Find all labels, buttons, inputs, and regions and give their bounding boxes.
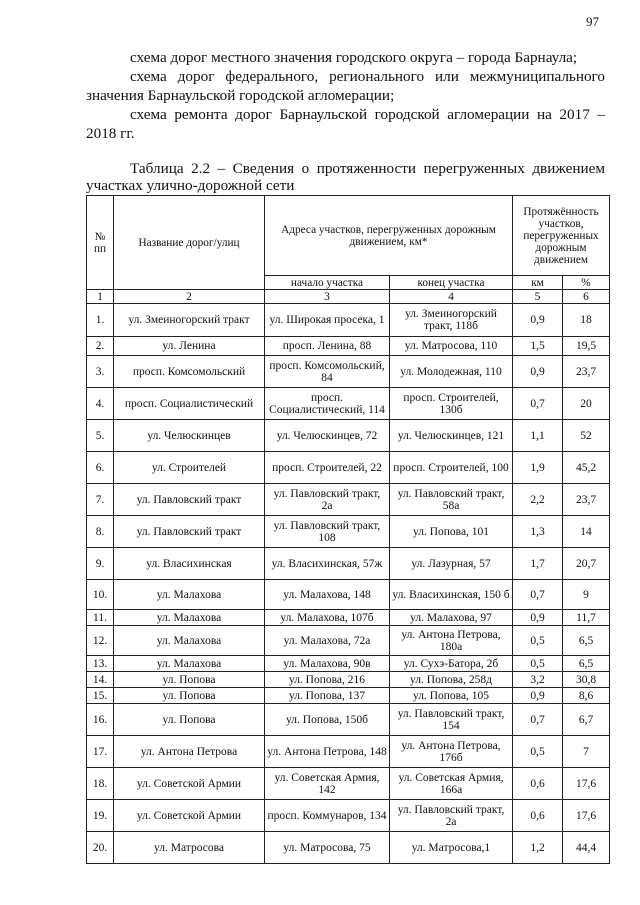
- row-number: 20.: [87, 832, 114, 864]
- section-start: ул. Попова, 216: [265, 672, 390, 688]
- section-start: просп. Комсомольский, 84: [265, 356, 390, 388]
- row-number: 18.: [87, 768, 114, 800]
- table-row: [87, 452, 610, 484]
- length-pct: 17,6: [563, 800, 610, 832]
- section-end: ул. Павловский тракт, 154: [390, 704, 513, 736]
- section-start: ул. Павловский тракт, 108: [265, 516, 390, 548]
- table-row: [87, 304, 610, 337]
- section-end: ул. Молодежная, 110: [390, 356, 513, 388]
- header-start: начало участка: [265, 276, 390, 290]
- index-cell: 5: [513, 290, 563, 304]
- table-row: [87, 484, 610, 516]
- index-cell: 1: [87, 290, 114, 304]
- length-pct: 44,4: [563, 832, 610, 864]
- row-number: 6.: [87, 452, 114, 484]
- row-number: 13.: [87, 656, 114, 672]
- section-start: просп. Коммунаров, 134: [265, 800, 390, 832]
- section-start: ул. Матросова, 75: [265, 832, 390, 864]
- length-pct: 20,7: [563, 548, 610, 580]
- length-pct: 23,7: [563, 484, 610, 516]
- road-name: ул. Советской Армии: [114, 768, 265, 800]
- section-end: просп. Строителей, 130б: [390, 388, 513, 420]
- length-km: 0,7: [513, 388, 563, 420]
- index-cell: 2: [114, 290, 265, 304]
- table-caption: Таблица 2.2 – Сведения о протяженности перегруженных движением участках улично-дорожной сети: [86, 160, 605, 194]
- road-name: ул. Антона Петрова: [114, 736, 265, 768]
- section-end: ул. Попова, 258д: [390, 672, 513, 688]
- road-name: ул. Павловский тракт: [114, 484, 265, 516]
- table-row: [87, 672, 610, 688]
- section-start: ул. Малахова, 148: [265, 580, 390, 610]
- row-number: 17.: [87, 736, 114, 768]
- table-row: [87, 548, 610, 580]
- length-pct: 11,7: [563, 610, 610, 626]
- index-cell: 3: [265, 290, 390, 304]
- road-name: ул. Челюскинцев: [114, 420, 265, 452]
- length-km: 1,1: [513, 420, 563, 452]
- section-end: ул. Антона Петрова, 180а: [390, 626, 513, 656]
- row-number: 14.: [87, 672, 114, 688]
- length-km: 0,6: [513, 800, 563, 832]
- table-row: [87, 388, 610, 420]
- section-start: ул. Попова, 150б: [265, 704, 390, 736]
- section-end: ул. Лазурная, 57: [390, 548, 513, 580]
- length-km: 1,2: [513, 832, 563, 864]
- length-pct: 7: [563, 736, 610, 768]
- section-start: ул. Малахова, 90в: [265, 656, 390, 672]
- table-row: [87, 832, 610, 864]
- table-row: [87, 580, 610, 610]
- length-km: 1,5: [513, 337, 563, 356]
- length-pct: 6,7: [563, 704, 610, 736]
- table-row: [87, 337, 610, 356]
- length-pct: 23,7: [563, 356, 610, 388]
- header-km: км: [513, 276, 563, 290]
- section-start: ул. Власихинская, 57ж: [265, 548, 390, 580]
- index-cell: 4: [390, 290, 513, 304]
- road-name: просп. Комсомольский: [114, 356, 265, 388]
- header-num: № пп: [87, 196, 114, 290]
- length-km: 0,6: [513, 768, 563, 800]
- road-name: ул. Ленина: [114, 337, 265, 356]
- section-end: ул. Власихинская, 150 б: [390, 580, 513, 610]
- length-pct: 19,5: [563, 337, 610, 356]
- length-km: 0,9: [513, 610, 563, 626]
- road-name: просп. Социалистический: [114, 388, 265, 420]
- row-number: 19.: [87, 800, 114, 832]
- section-end: ул. Матросова,1: [390, 832, 513, 864]
- table-row: [87, 688, 610, 704]
- table-row: [87, 656, 610, 672]
- row-number: 2.: [87, 337, 114, 356]
- length-pct: 14: [563, 516, 610, 548]
- section-end: ул. Попова, 101: [390, 516, 513, 548]
- header-addresses: Адреса участков, перегруженных дорожным движением, км*: [265, 196, 513, 276]
- road-name: ул. Попова: [114, 688, 265, 704]
- row-number: 5.: [87, 420, 114, 452]
- row-number: 12.: [87, 626, 114, 656]
- row-number: 16.: [87, 704, 114, 736]
- section-end: ул. Павловский тракт, 2а: [390, 800, 513, 832]
- length-km: 1,9: [513, 452, 563, 484]
- length-pct: 9: [563, 580, 610, 610]
- section-end: ул. Советская Армия, 166а: [390, 768, 513, 800]
- road-name: ул. Малахова: [114, 580, 265, 610]
- header-length: Протяжённость участков, перегруженных дорожным движением: [513, 196, 610, 276]
- length-km: 0,9: [513, 304, 563, 337]
- section-end: ул. Змеиногорский тракт, 118б: [390, 304, 513, 337]
- section-end: ул. Сухэ-Батора, 2б: [390, 656, 513, 672]
- intro-list: [86, 48, 605, 143]
- road-name: ул. Малахова: [114, 626, 265, 656]
- table-row: [87, 516, 610, 548]
- road-name: ул. Советской Армии: [114, 800, 265, 832]
- length-km: 0,7: [513, 704, 563, 736]
- road-name: ул. Попова: [114, 704, 265, 736]
- length-km: 1,7: [513, 548, 563, 580]
- length-pct: 52: [563, 420, 610, 452]
- row-number: 3.: [87, 356, 114, 388]
- road-name: ул. Попова: [114, 672, 265, 688]
- section-end: просп. Строителей, 100: [390, 452, 513, 484]
- intro-item: схема дорог федерального, регионального или межмуниципального значения Барнаульской городской агломерации;: [86, 68, 605, 104]
- header-pct: %: [563, 276, 610, 290]
- length-km: 1,3: [513, 516, 563, 548]
- table-row: [87, 800, 610, 832]
- row-number: 7.: [87, 484, 114, 516]
- section-start: ул. Антона Петрова, 148: [265, 736, 390, 768]
- header-end: конец участка: [390, 276, 513, 290]
- table-row: [87, 736, 610, 768]
- length-km: 0,5: [513, 626, 563, 656]
- road-name: ул. Малахова: [114, 610, 265, 626]
- section-start: просп. Социалистический, 114: [265, 388, 390, 420]
- section-start: просп. Строителей, 22: [265, 452, 390, 484]
- index-row: [87, 290, 610, 304]
- section-start: ул. Малахова, 107б: [265, 610, 390, 626]
- row-number: 9.: [87, 548, 114, 580]
- section-end: ул. Павловский тракт, 58а: [390, 484, 513, 516]
- road-name: ул. Матросова: [114, 832, 265, 864]
- section-start: ул. Широкая просека, 1: [265, 304, 390, 337]
- table-row: [87, 420, 610, 452]
- section-start: ул. Попова, 137: [265, 688, 390, 704]
- row-number: 4.: [87, 388, 114, 420]
- section-start: просп. Ленина, 88: [265, 337, 390, 356]
- length-pct: 30,8: [563, 672, 610, 688]
- road-name: ул. Малахова: [114, 656, 265, 672]
- road-name: ул. Власихинская: [114, 548, 265, 580]
- length-km: 0,9: [513, 688, 563, 704]
- overloaded-sections-table: [86, 195, 610, 864]
- length-km: 3,2: [513, 672, 563, 688]
- section-start: ул. Павловский тракт, 2а: [265, 484, 390, 516]
- row-number: 11.: [87, 610, 114, 626]
- page-number: 97: [586, 14, 599, 29]
- length-pct: 8,6: [563, 688, 610, 704]
- section-end: ул. Антона Петрова, 176б: [390, 736, 513, 768]
- footer-mark: [483, 888, 486, 891]
- header-name: Название дорог/улиц: [114, 196, 265, 290]
- table-row: [87, 768, 610, 800]
- road-name: ул. Змеиногорский тракт: [114, 304, 265, 337]
- length-pct: 17,6: [563, 768, 610, 800]
- length-pct: 18: [563, 304, 610, 337]
- row-number: 8.: [87, 516, 114, 548]
- road-name: ул. Павловский тракт: [114, 516, 265, 548]
- table-row: [87, 356, 610, 388]
- road-name: ул. Строителей: [114, 452, 265, 484]
- index-cell: 6: [563, 290, 610, 304]
- table-row: [87, 626, 610, 656]
- section-end: ул. Матросова, 110: [390, 337, 513, 356]
- row-number: 10.: [87, 580, 114, 610]
- length-pct: 6,5: [563, 656, 610, 672]
- length-km: 0,5: [513, 736, 563, 768]
- length-pct: 45,2: [563, 452, 610, 484]
- section-start: ул. Малахова, 72а: [265, 626, 390, 656]
- length-pct: 6,5: [563, 626, 610, 656]
- section-end: ул. Челюскинцев, 121: [390, 420, 513, 452]
- section-end: ул. Малахова, 97: [390, 610, 513, 626]
- table-row: [87, 704, 610, 736]
- intro-item: схема дорог местного значения городского округа – города Барнаула;: [130, 49, 578, 66]
- table-row: [87, 610, 610, 626]
- length-km: 2,2: [513, 484, 563, 516]
- length-km: 0,9: [513, 356, 563, 388]
- row-number: 1.: [87, 304, 114, 337]
- section-start: ул. Советская Армия, 142: [265, 768, 390, 800]
- intro-item: схема ремонта дорог Барнаульской городской агломерации на 2017 – 2018 гг.: [86, 106, 605, 142]
- section-end: ул. Попова, 105: [390, 688, 513, 704]
- section-start: ул. Челюскинцев, 72: [265, 420, 390, 452]
- row-number: 15.: [87, 688, 114, 704]
- length-km: 0,5: [513, 656, 563, 672]
- length-km: 0,7: [513, 580, 563, 610]
- length-pct: 20: [563, 388, 610, 420]
